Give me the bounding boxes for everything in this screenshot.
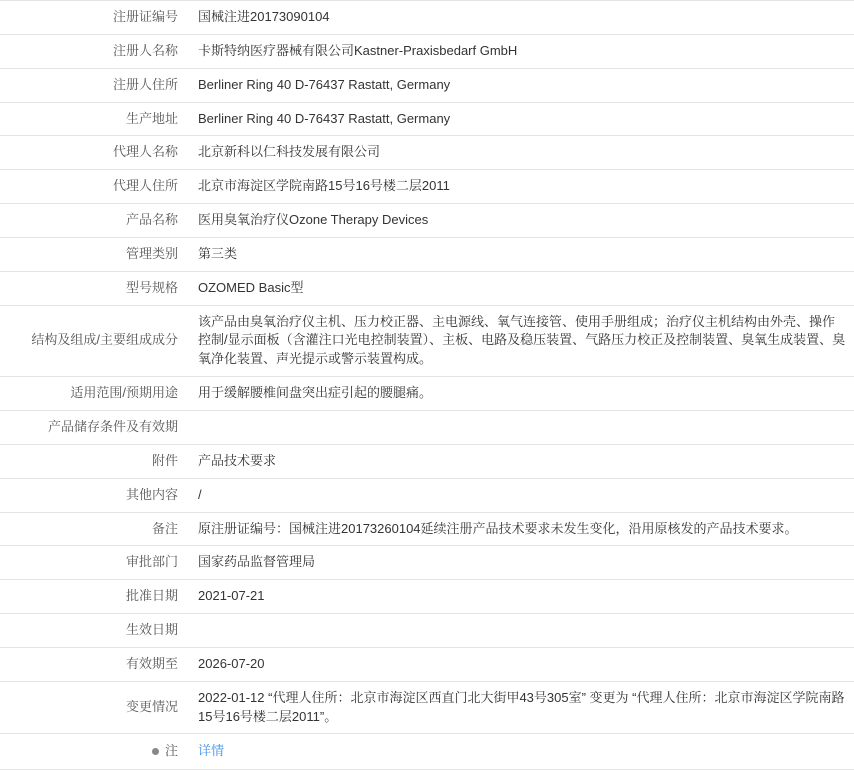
row-value: 医用臭氧治疗仪Ozone Therapy Devices — [198, 212, 429, 228]
table-row — [0, 647, 854, 681]
row-label: 注册证编号 — [112, 9, 178, 24]
row-value: 北京新科以仁科技发展有限公司 — [198, 144, 381, 160]
row-value: 用于缓解腰椎间盘突出症引起的腰腿痛。 — [198, 385, 433, 401]
row-label: 批准日期 — [125, 588, 178, 604]
row-label: 注册人名称 — [112, 42, 178, 58]
row-label: 注册人住所 — [112, 76, 178, 92]
details-link[interactable]: 详情 — [198, 743, 225, 759]
row-value: 该产品由臭氧治疗仪主机、压力校正器、主电源线、氧气连接管、使用手册组成；治疗仪主机结构由外壳、操作控制/显示面板（含灌注口光电控制装置）、主板、电路及稳压装置、气路压力校正及控制装置、臭氧生成装置、臭氧净化装置、声光提示或警示装置构成。 — [198, 313, 846, 367]
row-value: / — [198, 486, 202, 502]
row-value: 北京市海淀区学院南路15号16号楼二层2011 — [198, 178, 450, 194]
row-value: 原注册证编号：国械注进20173260104延续注册产品技术要求未发生变化，沿用原核发的产品技术要求。 — [198, 520, 798, 536]
row-value: 2026-07-20 — [198, 655, 265, 671]
table-row-note — [0, 734, 854, 770]
table-row — [0, 102, 854, 136]
row-value: 产品技术要求 — [198, 452, 277, 468]
table-row — [0, 68, 854, 102]
table-row — [0, 271, 854, 305]
row-label: 其他内容 — [125, 486, 178, 502]
table-row — [0, 681, 854, 734]
note-label-cell — [0, 734, 188, 770]
row-label: 代理人住所 — [112, 178, 178, 194]
row-value: 国械注进20173090104 — [198, 9, 330, 24]
table-row — [0, 410, 854, 444]
row-label: 产品储存条件及有效期 — [47, 418, 178, 434]
table-row — [0, 34, 854, 68]
row-label: 审批部门 — [125, 554, 178, 570]
table-row — [0, 136, 854, 170]
row-label: 代理人名称 — [112, 144, 178, 160]
table-row — [0, 1, 854, 35]
row-label: 生产地址 — [125, 110, 178, 126]
table-row — [0, 170, 854, 204]
row-label: 生效日期 — [125, 622, 178, 638]
table-row — [0, 512, 854, 546]
row-label: 型号规格 — [125, 279, 178, 295]
row-label: 产品名称 — [125, 212, 178, 228]
table-body — [0, 1, 854, 770]
table-row — [0, 377, 854, 411]
row-value — [188, 410, 854, 444]
table-row — [0, 204, 854, 238]
note-value-cell — [188, 734, 854, 770]
row-label: 备注 — [151, 520, 178, 536]
table-row — [0, 546, 854, 580]
table-row — [0, 444, 854, 478]
row-label: 变更情况 — [125, 699, 178, 715]
row-value: 2022-01-12 “代理人住所：北京市海淀区西直门北大街甲43号305室” 变更为 “代理人住所：北京市海淀区学院南路15号16号楼二层2011”。 — [198, 689, 845, 724]
row-value — [188, 614, 854, 648]
row-label: 管理类别 — [125, 245, 178, 261]
row-value: Berliner Ring 40 D-76437 Rastatt, Germany — [198, 76, 451, 92]
row-label: 结构及组成/主要组成成分 — [31, 332, 178, 348]
note-bullet-icon — [152, 747, 161, 756]
note-label: 注 — [164, 743, 178, 759]
row-value: 卡斯特纳医疗器械有限公司Kastner-Praxisbedarf GmbH — [198, 42, 518, 58]
table-row — [0, 614, 854, 648]
table-row — [0, 305, 854, 377]
row-value: Berliner Ring 40 D-76437 Rastatt, Germany — [198, 110, 451, 126]
row-label: 附件 — [151, 452, 178, 468]
row-label: 有效期至 — [125, 655, 178, 671]
row-value: 第三类 — [198, 245, 238, 261]
row-value: 2021-07-21 — [198, 588, 265, 604]
row-value: OZOMED Basic型 — [198, 279, 304, 295]
row-label: 适用范围/预期用途 — [70, 385, 178, 401]
table-row — [0, 478, 854, 512]
table-row — [0, 237, 854, 271]
table-row — [0, 580, 854, 614]
row-value: 国家药品监督管理局 — [198, 554, 316, 570]
